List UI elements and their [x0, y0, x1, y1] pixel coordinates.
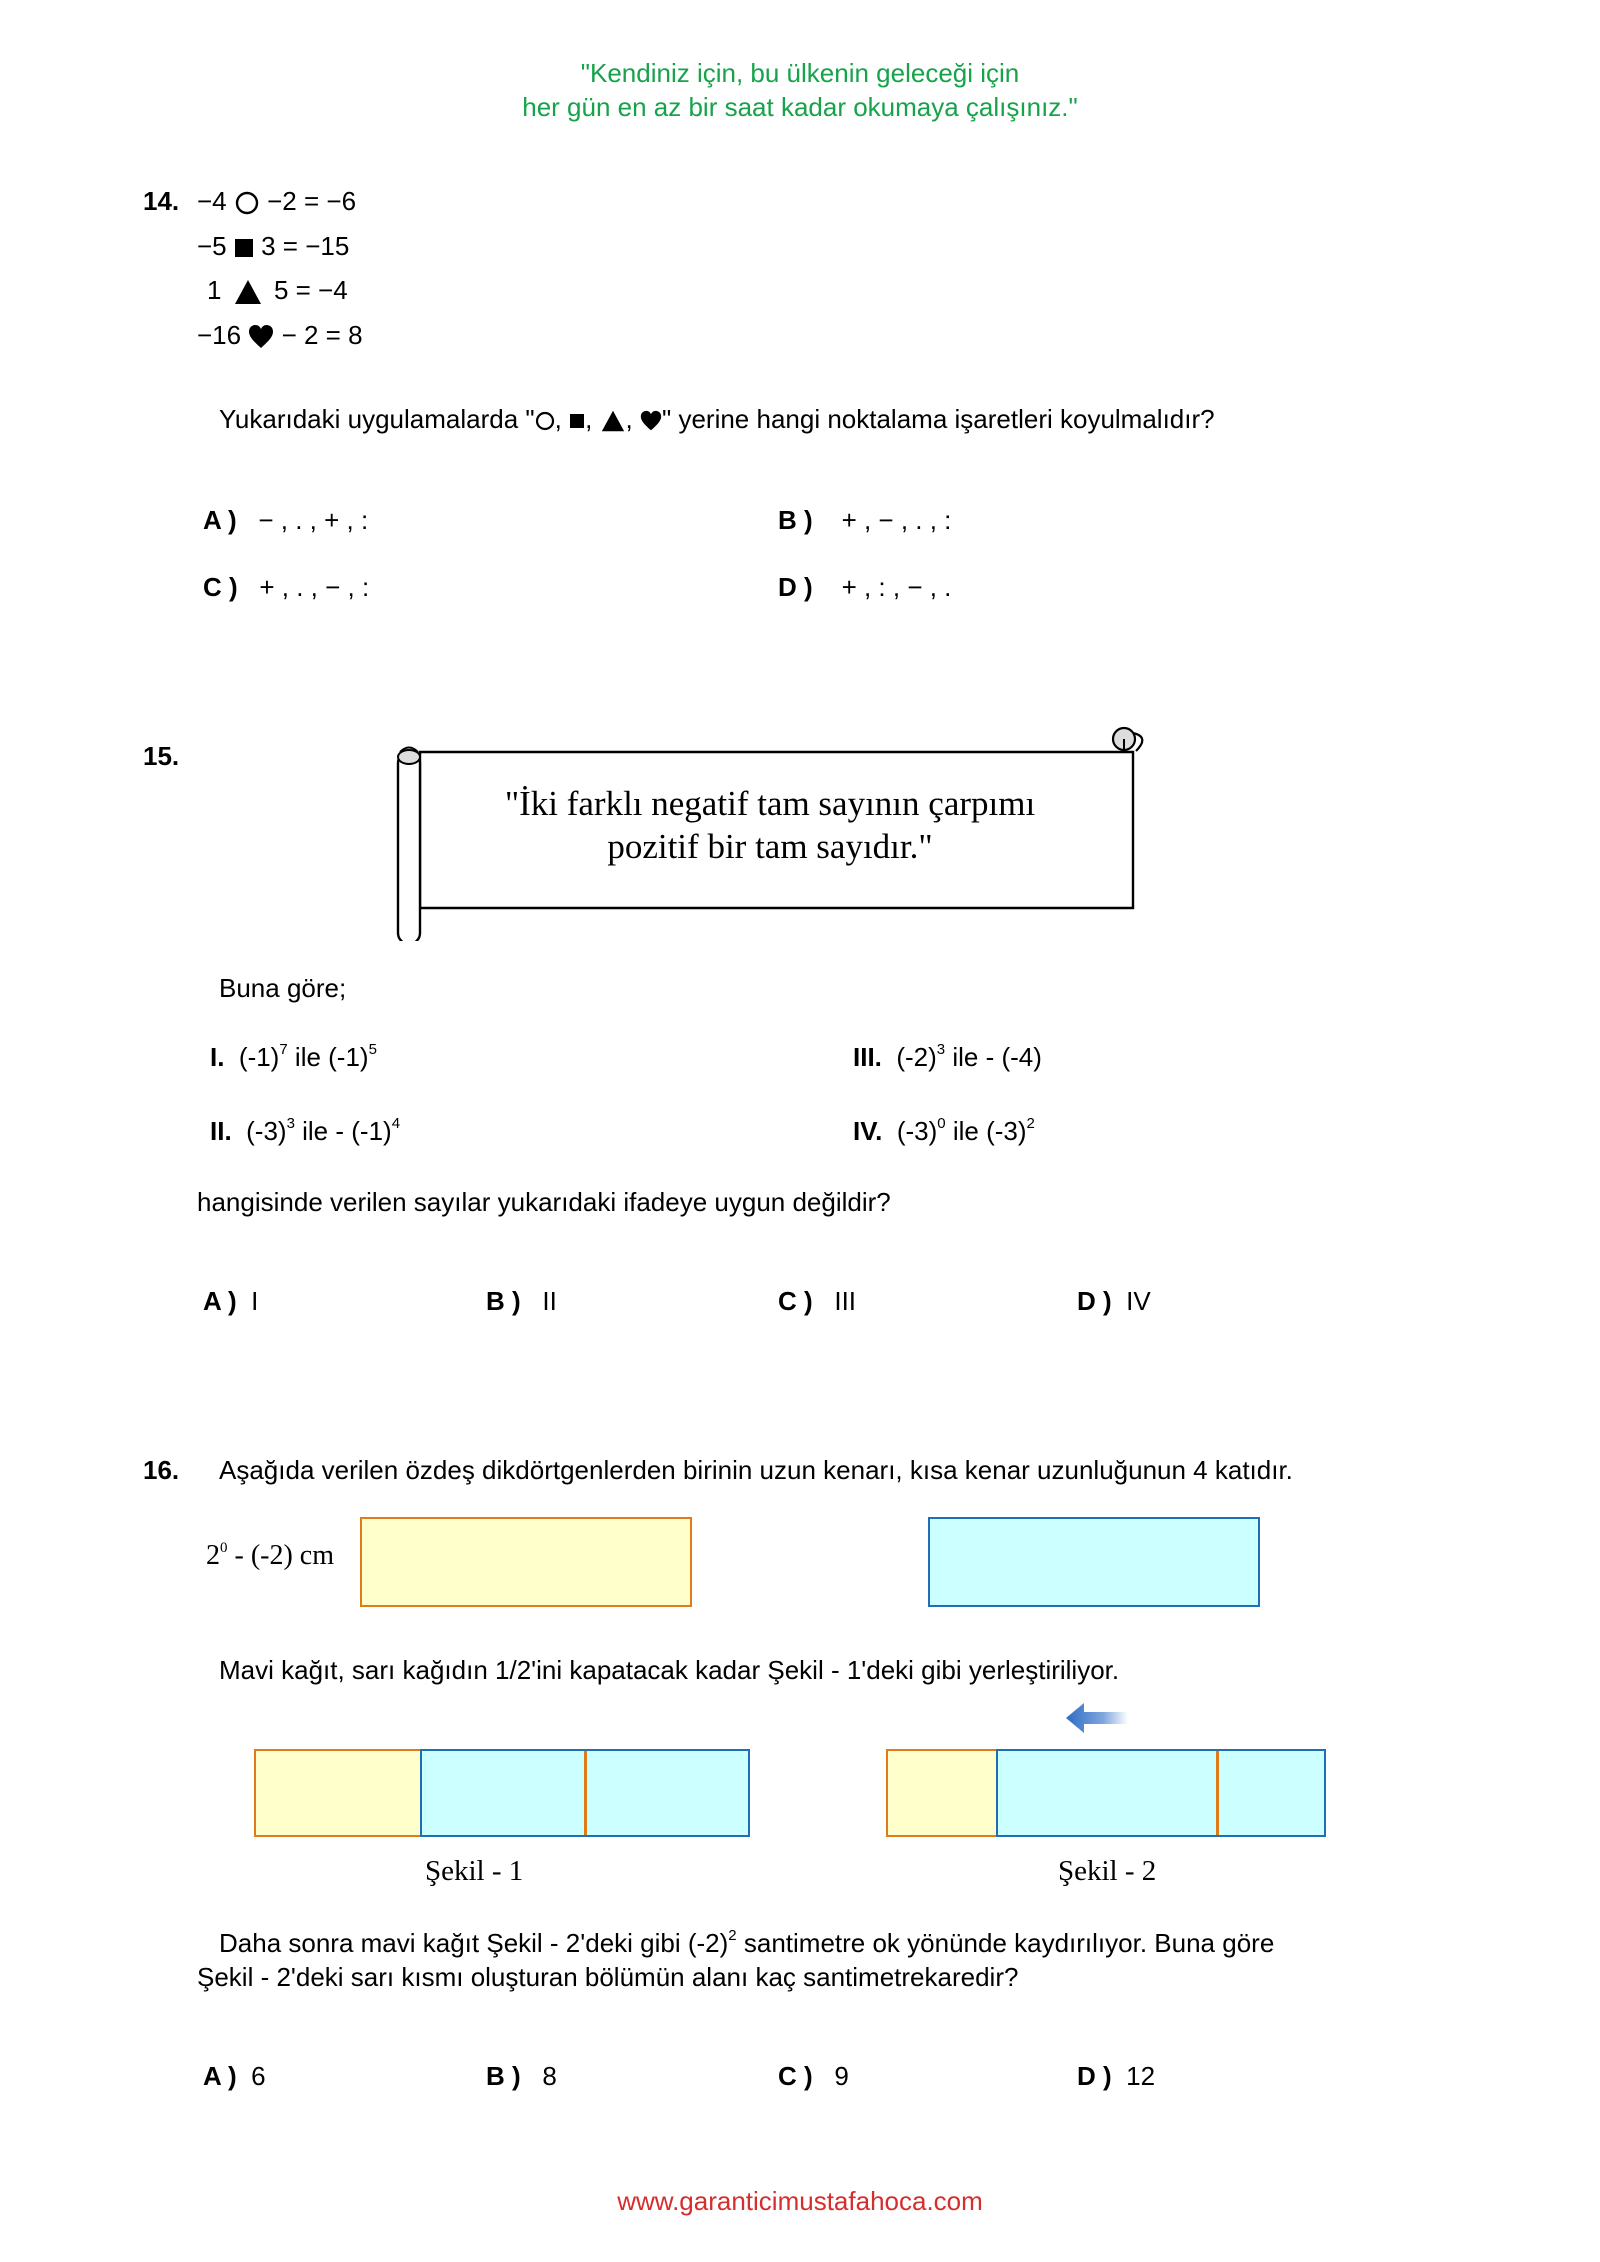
option-text: III [834, 1286, 857, 1316]
option-text: II [542, 1286, 557, 1316]
q16-option-a[interactable] [203, 2061, 266, 2092]
q16-question-exponent: 2 [728, 1927, 737, 1944]
q14-line-4 [197, 320, 363, 351]
option-label: C ) [778, 2061, 813, 2091]
option-label: D ) [778, 572, 813, 602]
option-text: 6 [251, 2061, 266, 2091]
q14-line-3 [207, 275, 348, 306]
q15-item-ii [210, 1116, 400, 1147]
option-text: + , . , − , : [259, 572, 370, 602]
q14-line-2 [197, 231, 349, 262]
q16-option-d[interactable] [1077, 2061, 1155, 2092]
scroll-text-line-2: pozitif bir tam sayıdır." [607, 827, 933, 866]
q14-option-c[interactable] [203, 572, 369, 603]
option-text: 8 [542, 2061, 557, 2091]
item-base: (-3) [246, 1116, 287, 1146]
option-text: − , . , + , : [258, 505, 369, 535]
q14-line-1-left: −4 [197, 186, 227, 216]
quote-line-2: her gün en az bir saat kadar okumaya çalışınız." [522, 92, 1078, 122]
option-label: B ) [486, 1286, 521, 1316]
figure-1-yellow-edge [584, 1751, 587, 1835]
option-label: B ) [778, 505, 813, 535]
q14-option-b[interactable] [778, 505, 951, 536]
q16-question-line-1 [219, 1928, 1274, 1959]
option-text: IV [1126, 1286, 1151, 1316]
triangle-symbol-icon [233, 278, 263, 306]
q16-instruction: Mavi kağıt, sarı kağıdın 1/2'ini kapatacak kadar Şekil - 1'deki gibi yerleştiriliyor. [219, 1655, 1120, 1685]
item-base: (-3) [896, 1116, 938, 1146]
item-exponent: 2 [1026, 1115, 1035, 1132]
item-roman: IV. [853, 1116, 883, 1146]
q15-option-a[interactable] [203, 1286, 258, 1317]
item-mid: ile (-3) [945, 1116, 1027, 1146]
item-exponent: 7 [279, 1041, 288, 1058]
item-exponent: 3 [936, 1041, 946, 1058]
item-base: (-1) [238, 1042, 280, 1072]
q16-statement: Aşağıda verilen özdeş dikdörtgenlerden birinin uzun kenarı, kısa kenar uzunluğunun 4 katıdır. [219, 1455, 1293, 1485]
yellow-rectangle [360, 1517, 692, 1607]
option-label: A ) [203, 1286, 237, 1316]
blue-rectangle [928, 1517, 1260, 1607]
option-text: 12 [1126, 2061, 1156, 2091]
quote-line-1: "Kendiniz için, bu ülkenin geleceği için [580, 58, 1020, 88]
triangle-symbol-icon [600, 409, 626, 433]
q15-item-iii [853, 1042, 1042, 1073]
figure-2 [886, 1749, 1330, 1836]
q15-question: hangisinde verilen sayılar yukarıdaki ifadeye uygun değildir? [197, 1187, 891, 1217]
q16-dimension-label [206, 1540, 334, 1572]
q15-intro: Buna göre; [219, 973, 347, 1003]
figure-1 [254, 1749, 750, 1836]
question-14-number: 14. [143, 186, 180, 216]
dim-base: 2 [206, 1540, 220, 1571]
q14-option-a[interactable] [203, 505, 368, 536]
heart-symbol-icon [248, 324, 274, 350]
q14-line-3-left: 1 [207, 275, 222, 305]
q14-line-3-right: 5 = −4 [273, 275, 348, 305]
option-label: C ) [778, 1286, 813, 1316]
left-arrow-icon [1066, 1700, 1128, 1736]
item-exponent: 5 [368, 1041, 377, 1058]
item-roman: II. [210, 1116, 232, 1146]
option-label: A ) [203, 505, 237, 535]
q16-option-b[interactable] [486, 2061, 557, 2092]
item-mid: ile - (-1) [294, 1116, 392, 1146]
option-label: D ) [1077, 2061, 1112, 2091]
option-label: C ) [203, 572, 238, 602]
q16-option-c[interactable] [778, 2061, 849, 2092]
square-symbol-icon [569, 413, 585, 429]
q16-question-part-a: Daha sonra mavi kağıt Şekil - 2'deki gibi (-2) [219, 1928, 729, 1958]
dim-rest: - (-2) cm [227, 1540, 335, 1571]
option-text: 9 [834, 2061, 849, 2091]
footer-url-link[interactable]: www.garanticimustafahoca.com [617, 2186, 983, 2216]
q14-line-2-right: 3 = −15 [261, 231, 350, 261]
dim-exponent: 0 [220, 1540, 228, 1556]
q15-option-b[interactable] [486, 1286, 557, 1317]
heart-symbol-icon [640, 410, 662, 432]
figure-2-yellow-edge [1216, 1751, 1219, 1835]
item-roman: III. [853, 1042, 882, 1072]
option-label: A ) [203, 2061, 237, 2091]
option-text: I [251, 1286, 259, 1316]
item-mid: ile - (-4) [945, 1042, 1042, 1072]
q14-line-1 [197, 186, 356, 217]
q15-item-i [210, 1042, 377, 1073]
scroll-text-line-1: "İki farklı negatif tam sayının çarpımı [504, 784, 1036, 823]
q15-option-c[interactable] [778, 1286, 856, 1317]
q14-question: Yukarıdaki uygulamalarda " , , , " yerine hangi noktalama işaretleri koyulmalıdır? [219, 404, 1215, 434]
item-base: (-2) [896, 1042, 937, 1072]
figure-2-blue-paper [996, 1749, 1326, 1837]
q16-question-part-b: santimetre ok yönünde kaydırılıyor. Buna göre [736, 1928, 1275, 1958]
item-roman: I. [210, 1042, 225, 1072]
q14-question-prefix: Yukarıdaki uygulamalarda " [219, 404, 535, 434]
question-15-number: 15. [143, 741, 180, 771]
item-exponent: 4 [391, 1115, 401, 1132]
q14-line-4-left: −16 [197, 320, 242, 350]
item-exponent: 3 [286, 1115, 295, 1132]
option-label: D ) [1077, 1286, 1112, 1316]
q15-item-iv [853, 1116, 1035, 1147]
q14-line-1-right: −2 = −6 [267, 186, 357, 216]
circle-symbol-icon [535, 411, 555, 431]
item-exponent: 0 [937, 1115, 946, 1132]
option-label: B ) [486, 2061, 521, 2091]
q14-question-suffix: " yerine hangi noktalama işaretleri koyulmalıdır? [662, 404, 1215, 434]
question-16-number: 16. [143, 1455, 180, 1485]
option-text: + , : , − , . [841, 572, 952, 602]
item-mid: ile (-1) [287, 1042, 369, 1072]
q14-line-4-right: − 2 = 8 [281, 320, 363, 350]
q16-question-line-2: Şekil - 2'deki sarı kısmı oluşturan bölümün alanı kaç santimetrekaredir? [197, 1962, 1019, 1992]
option-text: + , − , . , : [841, 505, 952, 535]
square-symbol-icon [234, 238, 254, 258]
q14-line-2-left: −5 [197, 231, 227, 261]
figure-2-caption: Şekil - 2 [1058, 1855, 1157, 1887]
figure-1-caption: Şekil - 1 [425, 1855, 524, 1887]
q15-option-d[interactable] [1077, 1286, 1151, 1317]
q14-option-d[interactable] [778, 572, 951, 603]
circle-symbol-icon [234, 190, 260, 216]
